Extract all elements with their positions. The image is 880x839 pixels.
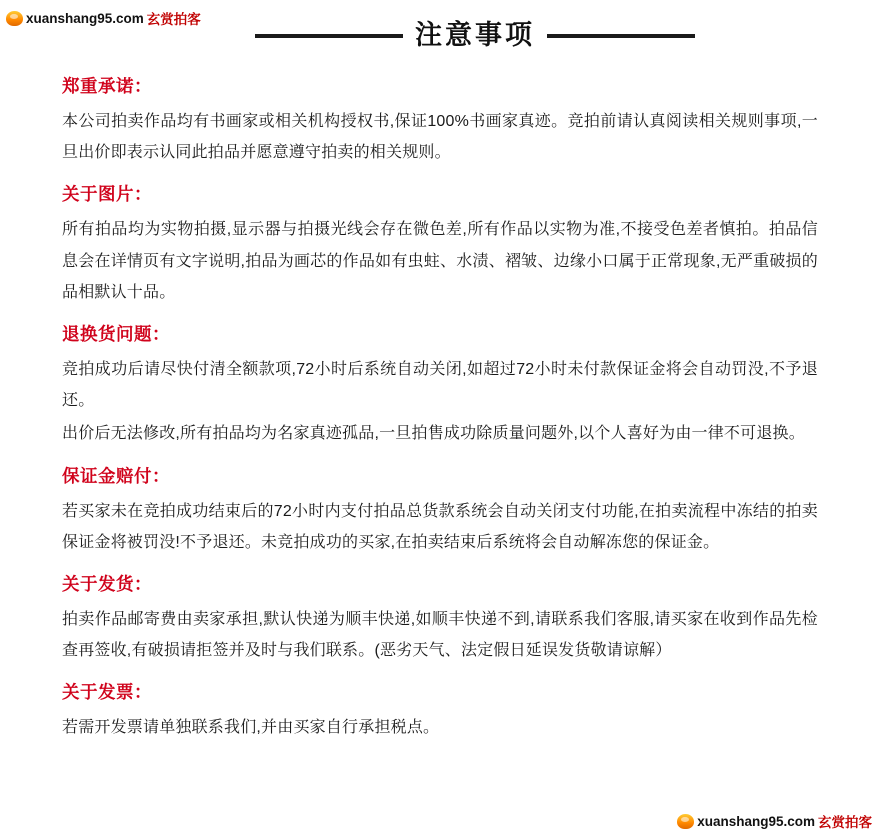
watermark-brand: 玄赏拍客 (818, 815, 872, 830)
section-heading-deposit: 保证金赔付： (62, 465, 170, 486)
document-title-row (0, 22, 880, 49)
section-paragraph-returns-1: 竞拍成功后请尽快付清全额款项,72小时后系统自动关闭,如超过72小时未付款保证金将会自动罚没,不予退还。 (62, 360, 818, 410)
section-paragraph-returns-2: 出价后无法修改,所有拍品均为名家真迹孤品,一旦拍售成功除质量问题外,以个人喜好为由一律不可退换。 (62, 425, 805, 443)
section-heading-shipping: 关于发货： (62, 573, 152, 594)
section-heading-invoice: 关于发票： (62, 682, 152, 703)
page-title: 注意事项 (415, 20, 535, 51)
watermark-domain: xuanshang95.com (26, 10, 144, 26)
section-paragraph-invoice-1: 若需开发票请单独联系我们,并由买家自行承担税点。 (62, 719, 440, 737)
section-paragraph-deposit-1: 若买家未在竞拍成功结束后的72小时内支付拍品总货款系统会自动关闭支付功能,在拍卖流程中冻结的拍卖保证金将被罚没!不予退还。未竞拍成功的买家,在拍卖结束后系统将会自动解冻您的保证金。 (62, 502, 818, 551)
watermark-logo-icon (677, 814, 694, 829)
document-body (62, 72, 818, 745)
title-rule-left (255, 34, 403, 38)
section-paragraph-shipping-1: 拍卖作品邮寄费由卖家承担,默认快递为顺丰快递,如顺丰快递不到,请联系我们客服,请买家在收到作品先检查再签收,有破损请拒签并及时与我们联系。(恶劣天气、法定假日延误发货敬请谅解） (62, 610, 818, 660)
section-heading-commitment: 郑重承诺： (62, 76, 152, 96)
watermark-domain: xuanshang95.com (697, 813, 815, 829)
section-paragraph-commitment-1: 本公司拍卖作品均有书画家或相关机构授权书,保证100%书画家真迹。竞拍前请认真阅读相关规则事项,一旦出价即表示认同此拍品并愿意遵守拍卖的相关规则。 (62, 113, 818, 162)
watermark-brand: 玄赏拍客 (146, 12, 201, 27)
section-paragraph-photos-1: 所有拍品均为实物拍摄,显示器与拍摄光线会存在微色差,所有作品以实物为准,不接受色差者慎拍。拍品信息会在详情页有文字说明,拍品为画芯的作品如有虫蛀、水渍、褶皱、边缘小口属于正常现象,无严重破损的品相默认十品。 (62, 221, 818, 301)
section-heading-photos: 关于图片： (62, 184, 152, 205)
watermark-bottom-right (677, 811, 872, 831)
title-rule-right (547, 34, 695, 38)
section-heading-returns: 退换货问题： (62, 323, 170, 344)
